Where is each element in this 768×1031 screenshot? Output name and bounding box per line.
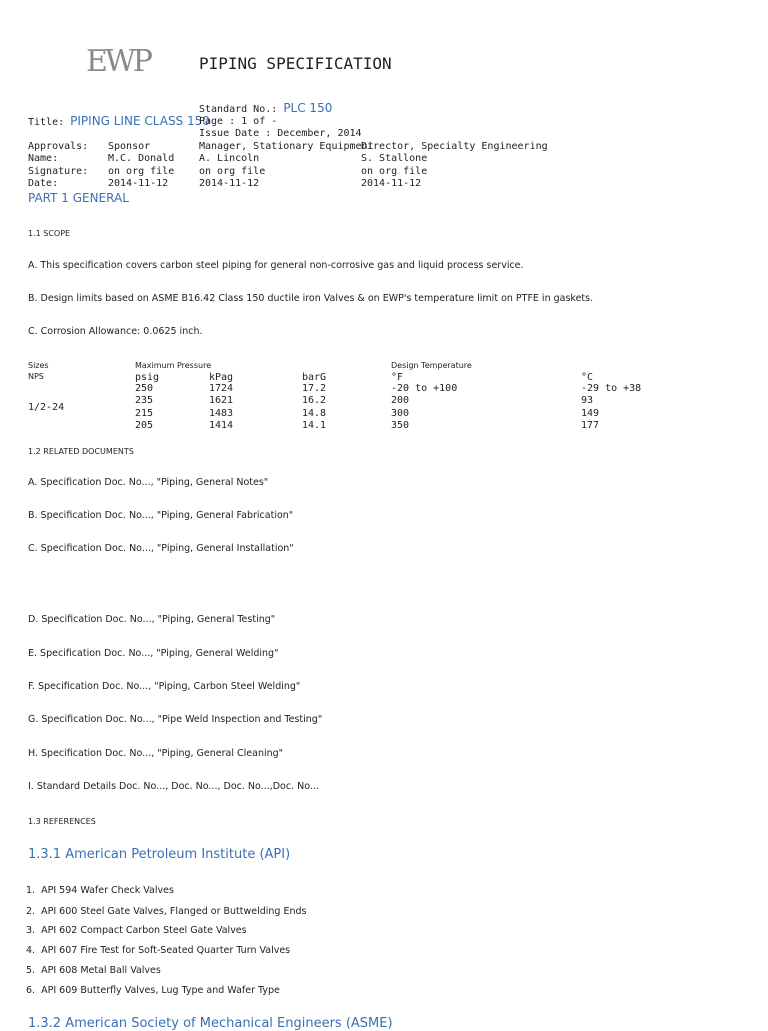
title-row (28, 114, 210, 128)
celsius-column (581, 383, 641, 432)
approver-sponsor (108, 141, 174, 190)
related-item-i: I. Standard Details Doc. No..., Doc. No..., Doc. No...,Doc. No... (28, 781, 319, 792)
table-cell: 215 (135, 407, 154, 419)
approver-name: M.C. Donald (108, 153, 175, 165)
scope-heading: 1.1 SCOPE (28, 229, 71, 238)
scope-item-c: C. Corrosion Allowance: 0.0625 inch. (28, 326, 203, 337)
table-cell: 1414 (209, 419, 234, 431)
page-info: Page : 1 of - (199, 116, 278, 127)
kpag-column (209, 383, 233, 432)
table-cell: 14.1 (302, 419, 327, 431)
related-item-d: D. Specification Doc. No..., "Piping, General Testing" (28, 614, 276, 625)
list-item: 1. API 594 Wafer Check Valves (26, 885, 174, 896)
ewp-logo: EWP (86, 44, 150, 79)
table-cell: 300 (391, 407, 410, 419)
size-value: 1/2-24 (28, 402, 65, 413)
approver-role: Sponsor (108, 141, 151, 152)
approver-date: 2014-11-12 (199, 177, 260, 189)
approver-date: 2014-11-12 (108, 177, 169, 189)
signature-label: Signature: (28, 165, 89, 177)
list-item: 3. API 602 Compact Carbon Steel Gate Valves (26, 925, 247, 936)
unit-kpag: kPag (209, 372, 234, 383)
max-pressure-header: Maximum Pressure (135, 361, 212, 370)
approver-director (361, 141, 548, 190)
list-item: 6. API 609 Butterfly Valves, Lug Type and Wafer Type (26, 985, 280, 996)
sizes-header: Sizes (28, 361, 49, 370)
list-item: 2. API 600 Steel Gate Valves, Flanged or Buttwelding Ends (26, 906, 307, 917)
name-label: Name: (28, 153, 59, 165)
related-item-e: E. Specification Doc. No..., "Piping, General Welding" (28, 648, 279, 659)
list-item: 4. API 607 Fire Test for Soft-Seated Quarter Turn Valves (26, 945, 291, 956)
document-title: PIPING SPECIFICATION (199, 54, 392, 73)
related-heading: 1.2 RELATED DOCUMENTS (28, 447, 134, 456)
approver-name: A. Lincoln (199, 153, 260, 165)
related-item-g: G. Specification Doc. No..., "Pipe Weld Inspection and Testing" (28, 714, 323, 725)
related-item-a: A. Specification Doc. No..., "Piping, General Notes" (28, 477, 269, 488)
standard-row (199, 101, 332, 115)
table-cell: 93 (581, 395, 594, 407)
table-cell: 149 (581, 407, 600, 419)
standard-value: PLC 150 (283, 101, 333, 115)
standard-label: Standard No.: (199, 104, 278, 115)
approver-signature: on org file (108, 165, 175, 177)
psig-column (135, 383, 153, 432)
approver-signature: on org file (199, 165, 266, 177)
scope-item-a: A. This specification covers carbon steel piping for general non-corrosive gas and liquid process service. (28, 260, 524, 271)
related-item-h: H. Specification Doc. No..., "Piping, General Cleaning" (28, 748, 284, 759)
table-cell: 200 (391, 395, 410, 407)
table-cell: -20 to +100 (391, 383, 458, 394)
references-heading: 1.3 REFERENCES (28, 817, 96, 826)
design-temp-header: Design Temperature (391, 361, 472, 370)
fahrenheit-column (391, 383, 457, 432)
table-cell: 16.2 (302, 395, 327, 407)
table-cell: -29 to +38 (581, 383, 642, 394)
related-item-c: C. Specification Doc. No..., "Piping, General Installation" (28, 543, 294, 554)
approver-date: 2014-11-12 (361, 177, 422, 189)
table-cell: 1724 (209, 383, 234, 394)
approver-role: Director, Specialty Engineering (361, 141, 548, 152)
table-cell: 17.2 (302, 383, 327, 394)
related-item-b: B. Specification Doc. No..., "Piping, General Fabrication" (28, 510, 294, 521)
api-heading: 1.3.1 American Petroleum Institute (API) (28, 847, 291, 862)
barg-column (302, 383, 326, 432)
table-cell: 350 (391, 419, 410, 431)
list-item: 5. API 608 Metal Ball Valves (26, 965, 161, 976)
issue-date: Issue Date : December, 2014 (199, 128, 362, 139)
scope-item-b: B. Design limits based on ASME B16.42 Class 150 ductile iron Valves & on EWP's temperature limit on PTFE in gaskets. (28, 293, 594, 304)
table-cell: 177 (581, 419, 600, 431)
table-cell: 235 (135, 395, 154, 407)
table-cell: 1621 (209, 395, 234, 407)
unit-celsius: °C (581, 372, 594, 383)
nps-header: NPS (28, 372, 44, 381)
table-cell: 250 (135, 383, 154, 394)
unit-fahrenheit: °F (391, 372, 404, 383)
table-cell: 1483 (209, 407, 234, 419)
approver-signature: on org file (361, 165, 428, 177)
approver-name: S. Stallone (361, 153, 428, 165)
table-cell: 14.8 (302, 407, 327, 419)
title-label: Title: (28, 117, 65, 128)
table-cell: 205 (135, 419, 154, 431)
unit-barg: barG (302, 372, 327, 383)
approvals-label: Approvals: (28, 141, 89, 152)
part1-heading: PART 1 GENERAL (28, 191, 129, 205)
asme-heading: 1.3.2 American Society of Mechanical Engineers (ASME) (28, 1016, 393, 1031)
date-label: Date: (28, 177, 59, 189)
unit-psig: psig (135, 372, 160, 383)
related-item-f: F. Specification Doc. No..., "Piping, Carbon Steel Welding" (28, 681, 301, 692)
approver-role: Manager, Stationary Equipment (199, 141, 374, 152)
approver-manager (199, 141, 374, 190)
title-value: PIPING LINE CLASS 150 (70, 114, 210, 128)
approvals-labels (28, 141, 88, 190)
